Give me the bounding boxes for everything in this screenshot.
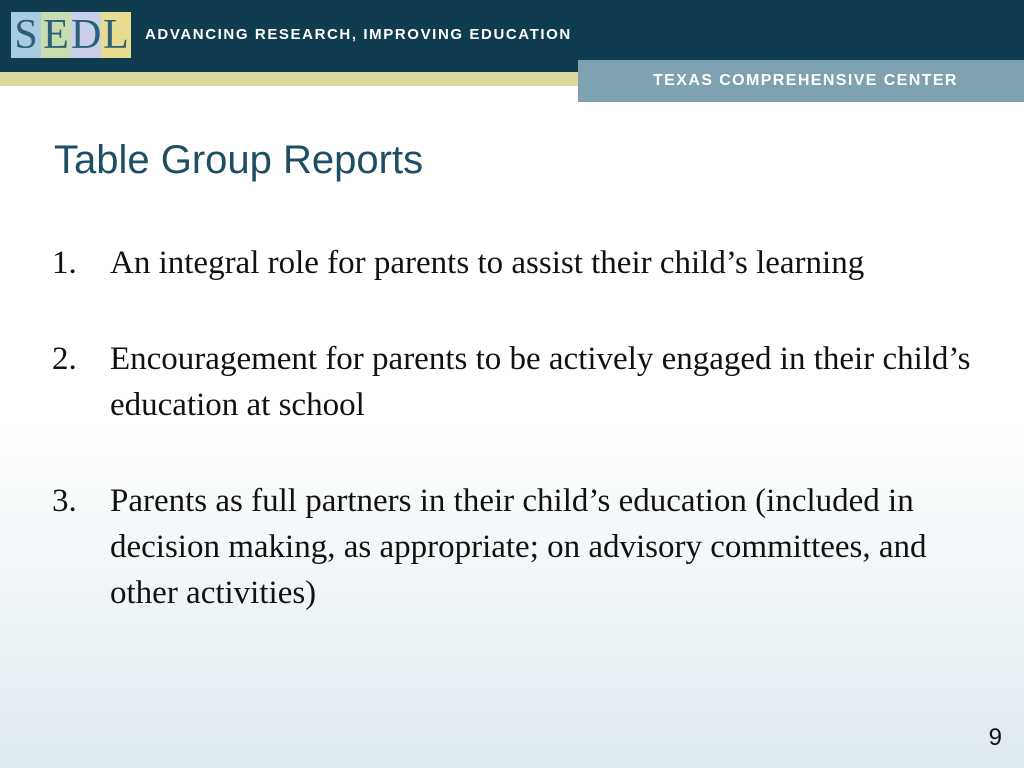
logo-letter-l: L [101, 12, 131, 58]
item-number: 1. [52, 245, 77, 281]
item-text: An integral role for parents to assist their child’s learning [110, 245, 865, 281]
center-label: TEXAS COMPREHENSIVE CENTER [653, 72, 958, 89]
item-text: Encouragement for parents to be actively engaged in their child’s education at school [110, 341, 971, 423]
tagline: ADVANCING RESEARCH, IMPROVING EDUCATION [145, 26, 572, 43]
sedl-logo [11, 12, 131, 58]
logo-letter-e: E [41, 12, 71, 58]
list-item [52, 240, 972, 286]
item-number: 3. [52, 483, 77, 519]
item-number: 2. [52, 341, 77, 377]
accent-stripe [0, 72, 578, 86]
logo-letter-s: S [11, 12, 41, 58]
slide-title: Table Group Reports [54, 138, 424, 182]
list-item [52, 336, 972, 428]
report-list [52, 240, 972, 666]
item-text: Parents as full partners in their child’s education (included in decision making, as appropriate; on advisory committees, and other activities) [110, 483, 927, 611]
logo-letter-d: D [71, 12, 102, 58]
list-item [52, 478, 972, 616]
page-number: 9 [988, 724, 1002, 751]
